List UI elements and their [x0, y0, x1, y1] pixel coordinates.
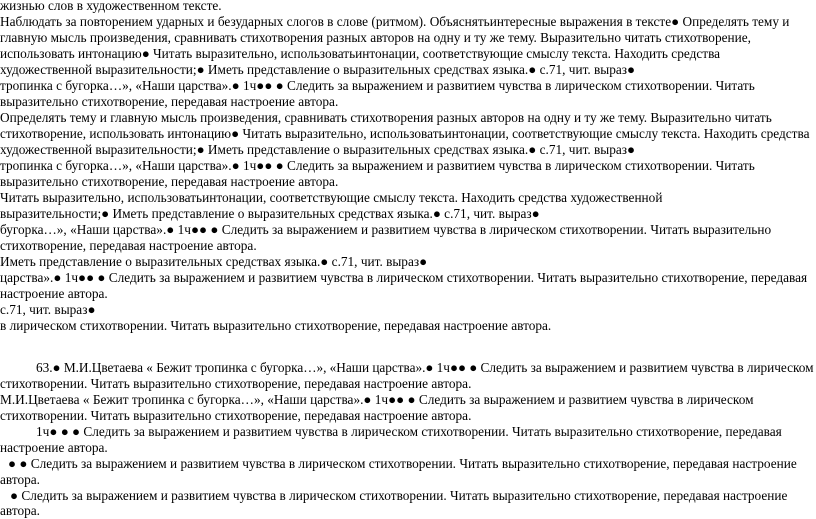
text-line: жизнью слов в художественном тексте. [0, 0, 222, 13]
text-line: 1ч● ● ● Следить за выражением и развитием чувства в лирическом стихотворении. Читать выразительно стихотворение, передавая [36, 424, 782, 439]
text-line: с.71, чит. выраз● [0, 302, 96, 317]
text-line: ● Следить за выражением и развитием чувства в лирическом стихотворении. Читать выразительно стихотворение, передавая настроение [10, 488, 788, 503]
text-line: в лирическом стихотворении. Читать выразительно стихотворение, передавая настроение автора. [0, 318, 552, 333]
text-line: художественной выразительности;● Иметь представление о выразительных средствах языка.● с.71, чит. выраз● [0, 62, 636, 77]
text-line: настроение автора. [0, 286, 108, 301]
text-line: Читать выразительно, использоватьинтонации, соответствующие смыслу текста. Находить средства художественной [0, 190, 663, 205]
text-line: выразительно стихотворение, передавая настроение автора. [0, 94, 339, 109]
text-line: автора. [0, 472, 41, 487]
text-line: Иметь представление о выразительных средствах языка.● с.71, чит. выраз● [0, 254, 428, 269]
text-line: тропинка с бугорка…», «Наши царства».● 1ч●● ● Следить за выражением и развитием чувства в лирическом стихотворении. Читать [0, 158, 755, 173]
text-line: бугорка…», «Наши царства».● 1ч●● ● Следить за выражением и развитием чувства в лирическом стихотворении. Читать выразительно [0, 222, 772, 237]
text-line: 63.● М.И.Цветаева « Бежит тропинка с бугорка…», «Наши царства».● 1ч●● ● Следить за выражением и развитием чувства в лирическом [36, 360, 814, 375]
text-line: стихотворении. Читать выразительно стихотворение, передавая настроение автора. [0, 408, 472, 423]
text-line: настроение автора. [0, 440, 108, 455]
text-line: М.И.Цветаева « Бежит тропинка с бугорка…», «Наши царства».● 1ч●● ● Следить за выражением и развитием чувства в лирическом [0, 392, 754, 407]
text-line: Наблюдать за повторением ударных и безударных слогов в слове (ритмом). Объяснятьинтересные выражения в тексте● Определять тему и [0, 14, 790, 29]
text-line: выразительно стихотворение, передавая настроение автора. [0, 174, 339, 189]
text-line: стихотворение, передавая настроение автора. [0, 238, 257, 253]
text-line: художественной выразительности;● Иметь представление о выразительных средствах языка.● с.71, чит. выраз● [0, 142, 636, 157]
text-line: стихотворении. Читать выразительно стихотворение, передавая настроение автора. [0, 376, 472, 391]
text-line: Определять тему и главную мысль произведения, сравнивать стихотворения разных авторов на одну и ту же тему. Выразительно читать [0, 110, 772, 125]
text-line: ● ● Следить за выражением и развитием чувства в лирическом стихотворении. Читать выразительно стихотворение, передавая настроение [8, 456, 797, 471]
text-line: использовать интонацию● Читать выразительно, использоватьинтонации, соответствующие смыслу текста. Находить средства [0, 46, 721, 61]
text-line: стихотворение, использовать интонацию● Читать выразительно, использоватьинтонации, соответствующие смыслу текста. Находить средства [0, 126, 810, 141]
text-line: главную мысль произведения, сравнивать стихотворения разных авторов на одну и ту же тему. Выразительно читать стихотворение, [0, 30, 751, 45]
text-line: автора. [0, 503, 41, 518]
text-line: выразительности;● Иметь представление о выразительных средствах языка.● с.71, чит. выраз● [0, 206, 540, 221]
text-line: тропинка с бугорка…», «Наши царства».● 1ч●● ● Следить за выражением и развитием чувства в лирическом стихотворении. Читать [0, 78, 755, 93]
text-line: царства».● 1ч●● ● Следить за выражением и развитием чувства в лирическом стихотворении. Читать выразительно стихотворение, передавая [0, 270, 808, 285]
